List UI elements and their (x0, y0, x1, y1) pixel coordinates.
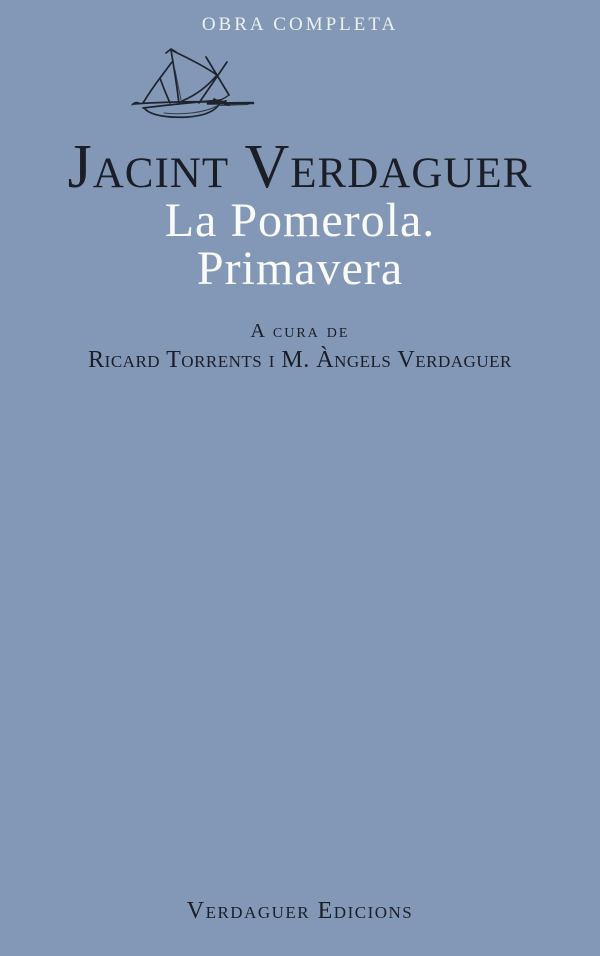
credits-intro: A cura de (250, 320, 350, 342)
book-title-line2: Primavera (196, 242, 404, 295)
credits-block (0, 318, 600, 376)
sailboat-icon (122, 42, 262, 127)
author-name: Jacint Verdaguer (67, 133, 533, 201)
publisher-name: Verdaguer Edicions (186, 898, 414, 924)
book-title-line1: La Pomerola. (164, 194, 436, 247)
series-label: OBRA COMPLETA (201, 14, 399, 35)
book-title (0, 194, 600, 295)
credits-editors: Ricard Torrents i M. Àngels Verdaguer (88, 347, 512, 373)
